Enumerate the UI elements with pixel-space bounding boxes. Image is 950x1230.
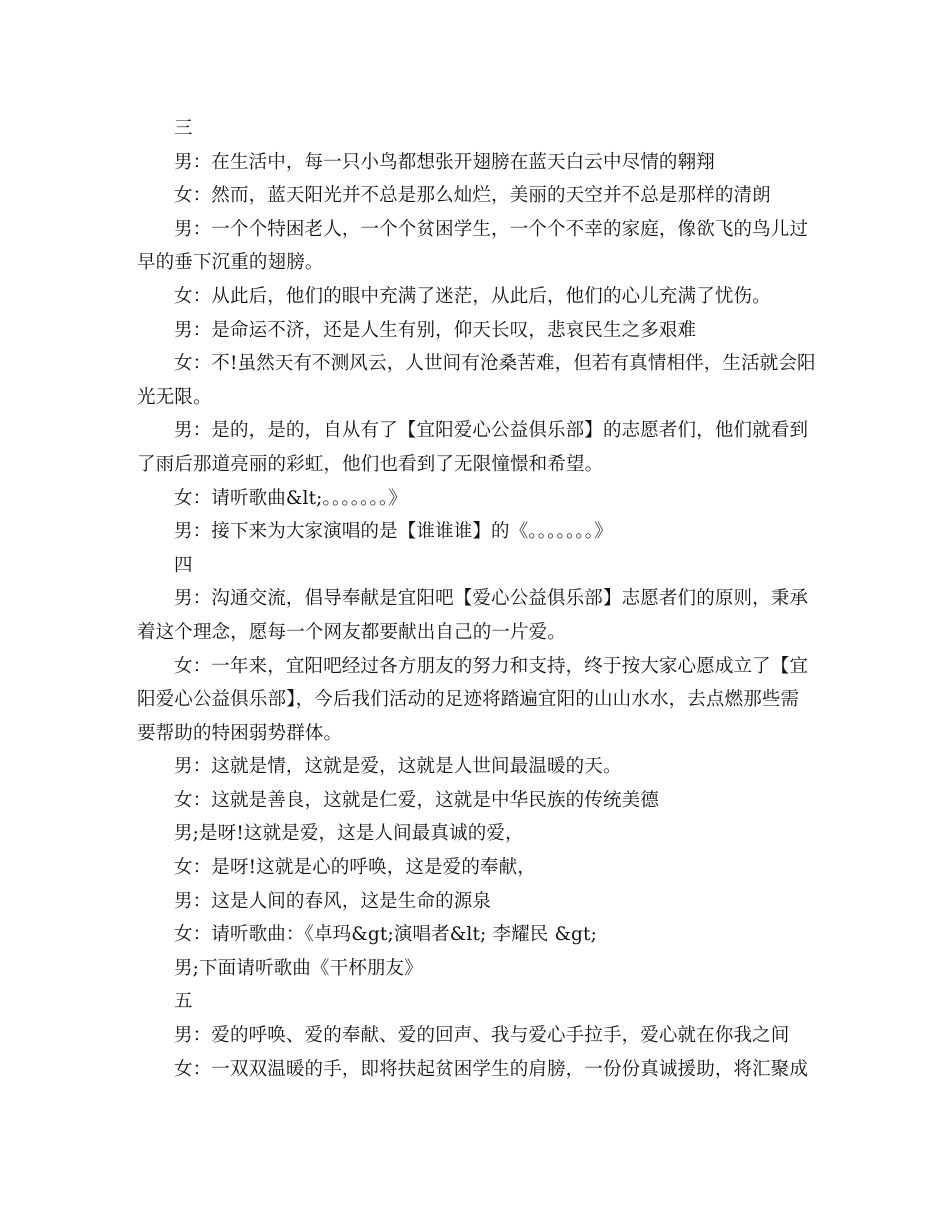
dialogue-line: 女：然而，蓝天阳光并不总是那么灿烂，美丽的天空并不总是那样的清朗 xyxy=(174,185,771,207)
section-heading-3: 三 xyxy=(174,118,193,139)
dialogue-line: 男;下面请听歌曲《干杯朋友》 xyxy=(174,957,423,979)
dialogue-line: 男;是呀!这就是爱，这是人间最真诚的爱， xyxy=(174,823,524,845)
dialogue-line: 男：是的，是的，自从有了【宜阳爱心公益俱乐部】的志愿者们，他们就看到了雨后那道亮丽的彩虹，他们也看到了无限憧憬和希望。 xyxy=(137,420,809,475)
dialogue-line: 男：在生活中，每一只小鸟都想张开翅膀在蓝天白云中尽情的翱翔 xyxy=(174,151,715,173)
dialogue-line: 女：请听歌曲：《卓玛&gt;演唱者&lt; 李耀民 &gt; xyxy=(174,924,598,946)
dialogue-line: 男：这是人间的春风，这是生命的源泉 xyxy=(174,890,492,912)
dialogue-line: 女：请听歌曲&lt;。。。。。。。》 xyxy=(174,487,408,509)
section-heading-4: 四 xyxy=(174,554,193,576)
dialogue-line: 女：这就是善良，这就是仁爱，这就是中华民族的传统美德 xyxy=(174,789,659,811)
dialogue-line: 男：沟通交流，倡导奉献是宜阳吧【爱心公益俱乐部】志愿者们的原则，秉承着这个理念，愿每一个网友都要献出自己的一片爱。 xyxy=(137,588,809,643)
dialogue-line: 男：接下来为大家演唱的是【谁谁谁】的《。。。。。。。》 xyxy=(174,521,613,543)
dialogue-line: 男：是命运不济，还是人生有别，仰天长叹，悲哀民生之多艰难 xyxy=(174,319,697,341)
dialogue-line: 男：这就是情，这就是爱，这就是人世间最温暖的天。 xyxy=(174,756,622,778)
dialogue-line: 男：一个个特困老人，一个个贫困学生，一个个不幸的家庭，像欲飞的鸟儿过早的垂下沉重的翅膀。 xyxy=(137,218,809,274)
dialogue-line: 女：一年来，宜阳吧经过各方朋友的努力和支持，终于按大家心愿成立了【宜阳爱心公益俱乐部】，今后我们活动的足迹将踏遍宜阳的山山水水，去点燃那些需要帮助的特困弱势群体。 xyxy=(137,655,809,744)
dialogue-line: 男：爱的呼唤、爱的奉献、爱的回声、我与爱心手拉手，爱心就在你我之间 xyxy=(174,1025,790,1047)
dialogue-line: 女：一双双温暖的手，即将扶起贫困学生的肩膀，一份份真诚援助，将汇聚成 xyxy=(174,1058,809,1080)
document-body xyxy=(137,112,817,1086)
dialogue-line: 女：不!虽然天有不测风云，人世间有沧桑苦难，但若有真情相伴，生活就会阳光无限。 xyxy=(137,353,816,408)
dialogue-line: 女：从此后，他们的眼中充满了迷茫，从此后，他们的心儿充满了忧伤。 xyxy=(174,285,771,307)
section-heading-5: 五 xyxy=(174,991,193,1013)
dialogue-line: 女：是呀!这就是心的呼唤，这是爱的奉献， xyxy=(174,857,536,879)
